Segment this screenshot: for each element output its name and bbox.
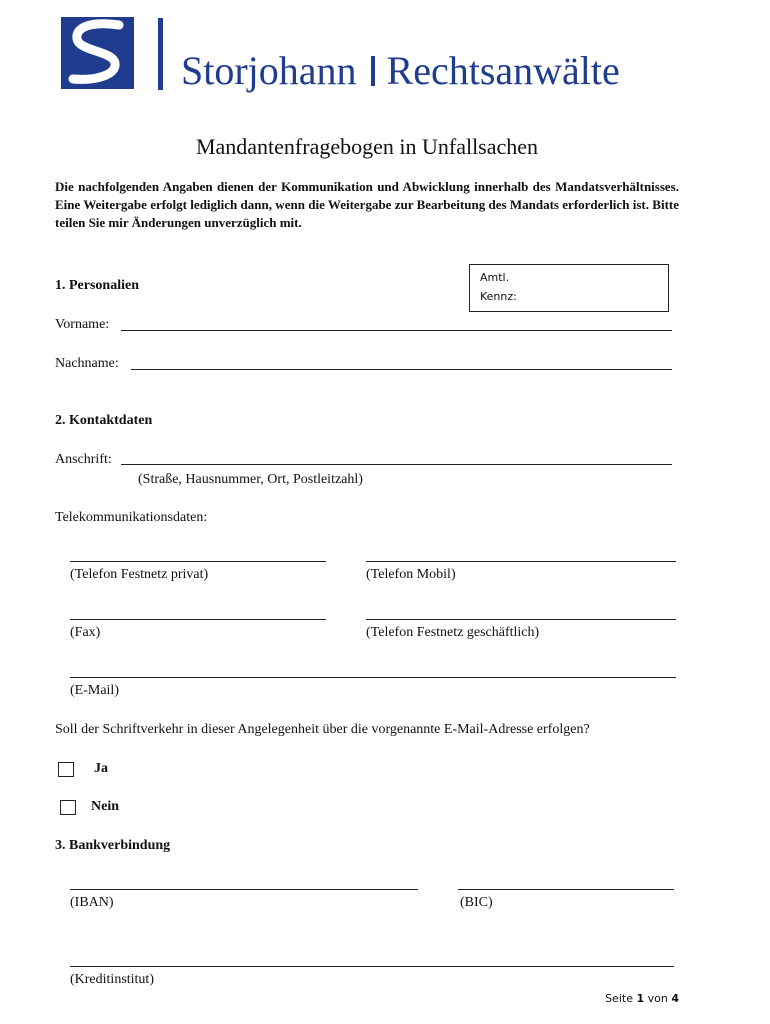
logo-divider [158, 18, 163, 90]
footer-von: von [647, 992, 668, 1005]
bic-field[interactable] [458, 889, 674, 890]
footer-total: 4 [671, 992, 679, 1005]
amtl-label: Amtl. [480, 271, 510, 284]
email-field[interactable] [70, 677, 676, 678]
anschrift-hint: (Straße, Hausnummer, Ort, Postleitzahl) [138, 472, 363, 487]
tel-privat-hint: (Telefon Festnetz privat) [70, 567, 209, 582]
section-kontaktdaten-heading: 2. Kontaktdaten [55, 413, 153, 428]
kreditinstitut-hint: (Kreditinstitut) [70, 972, 154, 987]
nachname-label: Nachname: [55, 356, 119, 371]
page-number [605, 992, 679, 1005]
telekom-label: Telekommunikationsdaten: [55, 510, 208, 525]
kreditinstitut-field[interactable] [70, 966, 674, 967]
tel-geschaeftlich-hint: (Telefon Festnetz geschäftlich) [366, 625, 540, 640]
tel-mobil-hint: (Telefon Mobil) [366, 567, 456, 582]
tel-mobil-field[interactable] [366, 561, 676, 562]
tel-geschaeftlich-field[interactable] [366, 619, 676, 620]
iban-field[interactable] [70, 889, 418, 890]
footer-page: 1 [636, 992, 645, 1005]
checkbox-nein[interactable] [60, 800, 76, 815]
fax-hint: (Fax) [70, 625, 101, 640]
tel-privat-field[interactable] [70, 561, 326, 562]
firm-name-right: Rechtsanwälte [386, 48, 620, 93]
firm-name [181, 48, 620, 93]
kennz-label: Kennz: [480, 290, 517, 303]
nachname-field[interactable] [131, 369, 672, 370]
firm-name-separator [371, 56, 375, 86]
vorname-field[interactable] [121, 330, 672, 331]
checkbox-ja[interactable] [58, 762, 74, 777]
page-title: Mandantenfragebogen in Unfallsachen [195, 134, 539, 159]
section-bank-heading: 3. Bankverbindung [55, 838, 171, 853]
anschrift-field[interactable] [121, 464, 672, 465]
s-curve-logo-icon [61, 17, 134, 89]
anschrift-label: Anschrift: [55, 452, 112, 467]
option-ja-label: Ja [94, 761, 108, 776]
intro-text: Die nachfolgenden Angaben dienen der Kommunikation und Abwicklung innerhalb des Mandatsverhältnisses. Eine Weitergabe erfolgt lediglich dann, wenn die Weitergabe zur Bearbeitung des Mandats erforderlich ist. Bitte teilen Sie mir Änderungen unverzüglich mit. [55, 179, 679, 230]
bic-hint: (BIC) [460, 895, 493, 910]
vorname-label: Vorname: [55, 317, 110, 332]
section-personalien-heading: 1. Personalien [55, 278, 139, 293]
footer-seite: Seite [605, 992, 633, 1005]
email-question: Soll der Schriftverkehr in dieser Angelegenheit über die vorgenannte E-Mail-Adresse erfolgen? [55, 722, 590, 737]
amtl-kennz-box[interactable] [469, 264, 669, 312]
email-hint: (E-Mail) [70, 683, 119, 698]
iban-hint: (IBAN) [70, 895, 114, 910]
firm-name-left: Storjohann [181, 48, 357, 93]
option-nein-label: Nein [91, 799, 119, 814]
fax-field[interactable] [70, 619, 326, 620]
